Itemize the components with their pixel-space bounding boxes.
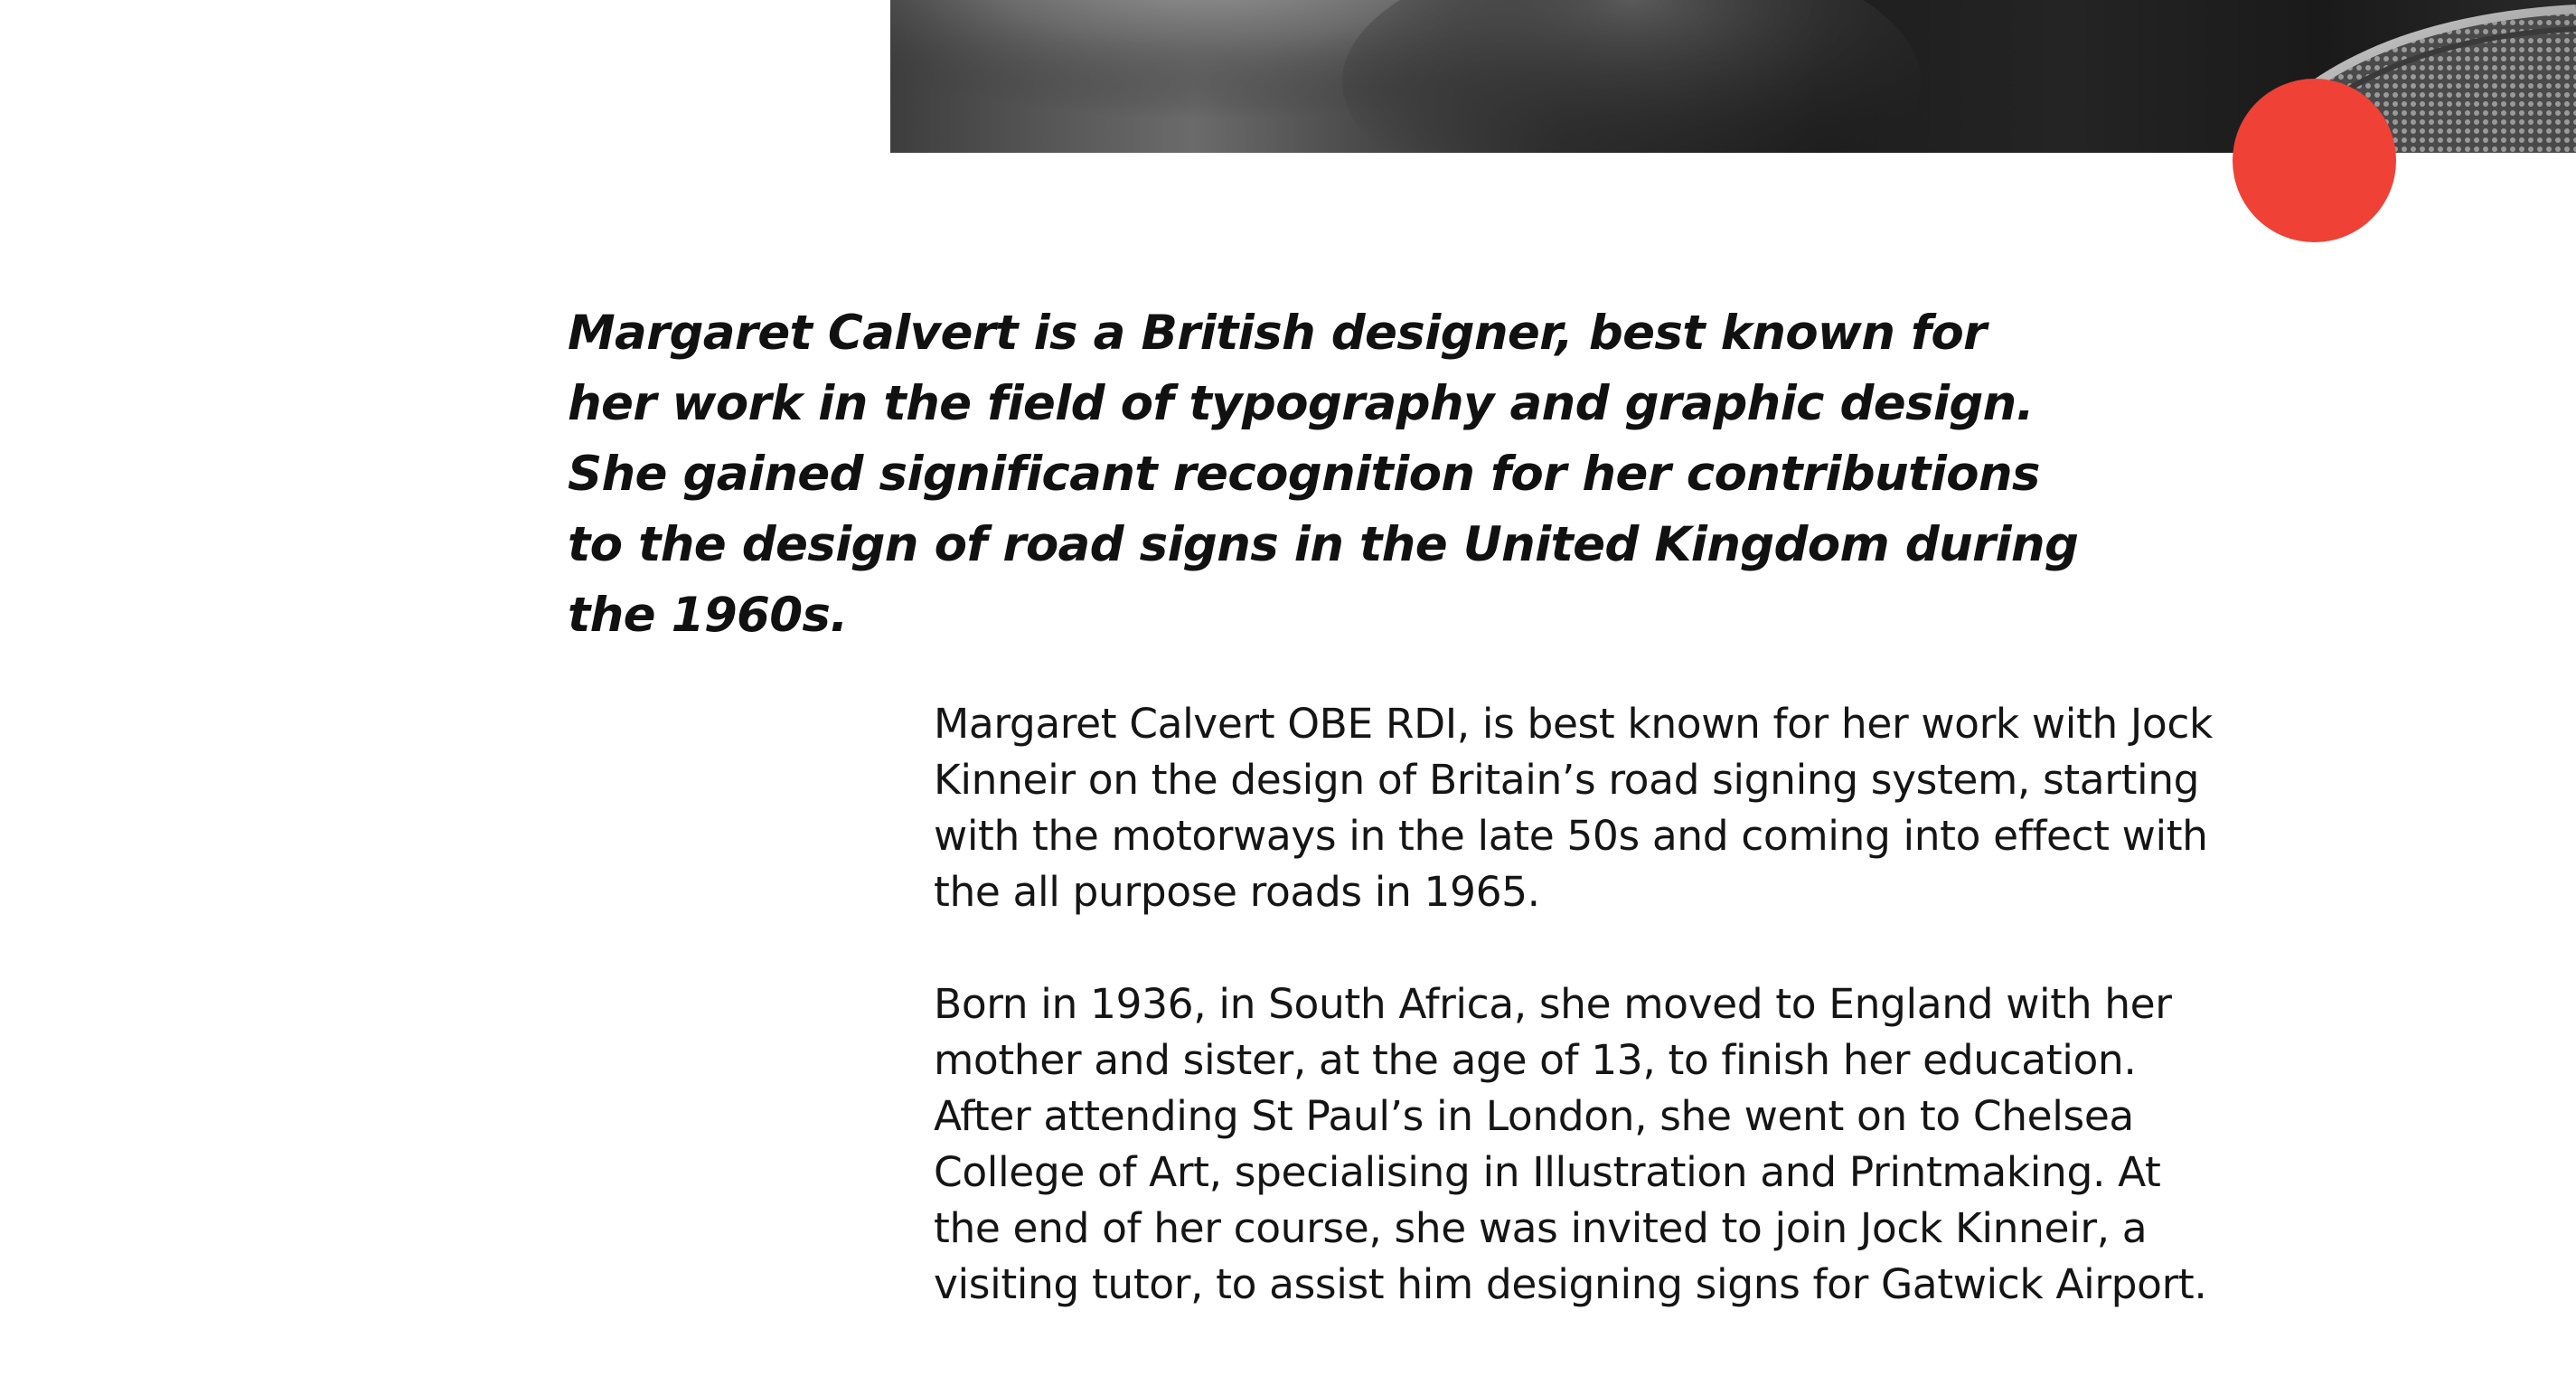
biography — [934, 696, 2226, 1369]
accent-dot — [2233, 79, 2396, 242]
bio-paragraph: Margaret Calvert OBE RDI, is best known for her work with Jock Kinneir on the design of Britain’s road signing system, starting with the motorways in the late 50s and coming into effect with the all purpose roads in 1965. — [934, 700, 2213, 916]
intro-statement: Margaret Calvert is a British designer, best known for her work in the field of typography and graphic design. She gained significant recognition for her contributions to the design of road signs in the United Kingdom during the 1960s. — [568, 306, 2079, 643]
bio-paragraph: Born in 1936, in South Africa, she moved to England with her mother and sister, at the age of 13, to finish her education. After attending St Paul’s in London, she went on to Chelsea College of Art, specialising in Illustration and Printmaking. At the end of her course, she was invited to join Jock Kinneir, a visiting tutor, to assist him designing signs for Gatwick Airport. — [934, 980, 2207, 1308]
